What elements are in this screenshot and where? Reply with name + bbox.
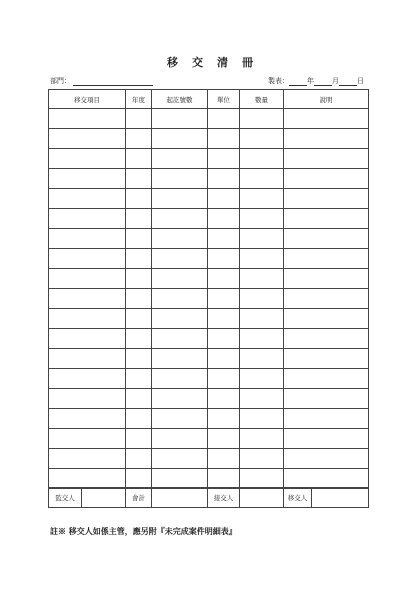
title-char-1: 移 [167, 56, 178, 69]
transferor-label: 移交人 [284, 488, 312, 508]
department-blank [73, 78, 153, 86]
table-cell[interactable] [284, 369, 369, 389]
table-cell[interactable] [284, 229, 369, 249]
table-cell[interactable] [240, 309, 284, 329]
accountant-signature-cell[interactable] [152, 488, 208, 508]
title-char-3: 清 [217, 56, 228, 69]
table-cell[interactable] [152, 109, 208, 129]
table-cell[interactable] [126, 309, 152, 329]
table-cell[interactable] [240, 109, 284, 129]
table-cell[interactable] [240, 329, 284, 349]
column-header-item: 移交項目 [49, 90, 126, 109]
table-body [49, 109, 369, 489]
table-cell[interactable] [126, 369, 152, 389]
table-cell[interactable] [208, 209, 240, 229]
table-cell[interactable] [208, 369, 240, 389]
table-row [49, 309, 369, 329]
column-header-unit: 單位 [208, 90, 240, 109]
department-label: 部門： [50, 77, 71, 85]
table-cell[interactable] [49, 209, 126, 229]
table-cell[interactable] [49, 249, 126, 269]
table-cell[interactable] [240, 249, 284, 269]
accountant-label: 會計 [126, 488, 152, 508]
table-row [49, 109, 369, 129]
table-cell[interactable] [49, 389, 126, 409]
table-cell[interactable] [152, 429, 208, 449]
title-char-2: 交 [192, 56, 203, 69]
table-cell[interactable] [208, 449, 240, 469]
table-cell[interactable] [284, 249, 369, 269]
day-blank [339, 78, 357, 86]
year-blank [289, 78, 307, 86]
table-cell[interactable] [284, 389, 369, 409]
table-cell[interactable] [284, 469, 369, 489]
table-cell[interactable] [49, 349, 126, 369]
table-row [49, 429, 369, 449]
table-row [49, 249, 369, 269]
table-row [49, 449, 369, 469]
table-cell[interactable] [208, 269, 240, 289]
table-cell[interactable] [152, 369, 208, 389]
table-cell[interactable] [126, 209, 152, 229]
table-cell[interactable] [152, 249, 208, 269]
table-cell[interactable] [208, 289, 240, 309]
table-cell[interactable] [49, 369, 126, 389]
table-cell[interactable] [284, 309, 369, 329]
table-cell[interactable] [49, 329, 126, 349]
table-row [49, 229, 369, 249]
date-day: 日 [357, 77, 364, 85]
table-cell[interactable] [126, 409, 152, 429]
table-cell[interactable] [284, 329, 369, 349]
table-cell[interactable] [152, 269, 208, 289]
table-cell[interactable] [152, 309, 208, 329]
table-cell[interactable] [49, 129, 126, 149]
table-cell[interactable] [208, 349, 240, 369]
month-blank [314, 78, 332, 86]
table-cell[interactable] [208, 149, 240, 169]
table-cell[interactable] [49, 229, 126, 249]
table-cell[interactable] [126, 229, 152, 249]
table-header-row [49, 90, 369, 109]
table-cell[interactable] [152, 229, 208, 249]
table-cell[interactable] [126, 129, 152, 149]
table-cell[interactable] [240, 429, 284, 449]
supervisor-signature-cell[interactable] [82, 488, 126, 508]
table-cell[interactable] [208, 129, 240, 149]
receiver-label: 接交人 [208, 488, 240, 508]
table-cell[interactable] [208, 229, 240, 249]
document-title [0, 54, 420, 70]
table-cell[interactable] [126, 149, 152, 169]
table-row [49, 189, 369, 209]
table-cell[interactable] [152, 449, 208, 469]
table-cell[interactable] [126, 449, 152, 469]
date-label: 製表： [268, 77, 289, 85]
table-cell[interactable] [240, 449, 284, 469]
table-cell[interactable] [126, 469, 152, 489]
table-cell[interactable] [49, 469, 126, 489]
table-cell[interactable] [240, 469, 284, 489]
table-cell[interactable] [126, 289, 152, 309]
column-header-remarks: 說明 [284, 90, 369, 109]
table-cell[interactable] [208, 329, 240, 349]
table-cell[interactable] [49, 189, 126, 209]
table-row [49, 469, 369, 489]
table-cell[interactable] [152, 129, 208, 149]
table-cell[interactable] [240, 229, 284, 249]
table-cell[interactable] [240, 129, 284, 149]
table-cell[interactable] [208, 249, 240, 269]
table-cell[interactable] [208, 309, 240, 329]
table-cell[interactable] [240, 369, 284, 389]
table-row [49, 269, 369, 289]
table-cell[interactable] [152, 169, 208, 189]
table-cell[interactable] [284, 449, 369, 469]
table-cell[interactable] [49, 289, 126, 309]
table-row [49, 209, 369, 229]
table-cell[interactable] [49, 429, 126, 449]
table-cell[interactable] [152, 409, 208, 429]
table-cell[interactable] [208, 469, 240, 489]
table-cell[interactable] [284, 349, 369, 369]
table-cell[interactable] [152, 349, 208, 369]
table-cell[interactable] [284, 149, 369, 169]
supervisor-label: 監交人 [49, 488, 82, 508]
table-cell[interactable] [152, 389, 208, 409]
handover-table [48, 89, 369, 489]
table-cell[interactable] [126, 389, 152, 409]
table-cell[interactable] [126, 169, 152, 189]
table-cell[interactable] [284, 189, 369, 209]
date-year: 年 [307, 77, 314, 85]
table-cell[interactable] [240, 189, 284, 209]
table-cell[interactable] [49, 109, 126, 129]
table-cell[interactable] [152, 469, 208, 489]
table-cell[interactable] [208, 189, 240, 209]
table-cell[interactable] [284, 289, 369, 309]
table-cell[interactable] [284, 209, 369, 229]
column-header-number-range: 起訖號數 [152, 90, 208, 109]
receiver-signature-cell[interactable] [240, 488, 284, 508]
table-row [49, 369, 369, 389]
table-cell[interactable] [49, 449, 126, 469]
table-row [49, 349, 369, 369]
table-cell[interactable] [240, 169, 284, 189]
table-cell[interactable] [49, 309, 126, 329]
table-cell[interactable] [240, 349, 284, 369]
table-cell[interactable] [152, 189, 208, 209]
table-cell[interactable] [284, 169, 369, 189]
table-cell[interactable] [152, 209, 208, 229]
column-header-year: 年度 [126, 90, 152, 109]
table-cell[interactable] [152, 289, 208, 309]
table-cell[interactable] [126, 329, 152, 349]
table-cell[interactable] [208, 409, 240, 429]
table-cell[interactable] [208, 429, 240, 449]
date-month: 月 [332, 77, 339, 85]
table-cell[interactable] [240, 389, 284, 409]
table-row [49, 409, 369, 429]
table-row [49, 289, 369, 309]
table-cell[interactable] [240, 269, 284, 289]
table-cell[interactable] [152, 149, 208, 169]
table-cell[interactable] [240, 289, 284, 309]
table-cell[interactable] [126, 269, 152, 289]
signature-row [48, 487, 369, 508]
title-char-4: 冊 [242, 56, 253, 69]
date-field [268, 76, 364, 86]
table-cell[interactable] [284, 409, 369, 429]
department-field [50, 76, 153, 86]
table-cell[interactable] [284, 269, 369, 289]
table-cell[interactable] [126, 429, 152, 449]
table-cell[interactable] [152, 329, 208, 349]
table-cell[interactable] [49, 149, 126, 169]
table-cell[interactable] [240, 209, 284, 229]
footnote: 註※ 移交人如係主管，應另附『未完成案件明細表』 [50, 526, 237, 536]
table-cell[interactable] [126, 249, 152, 269]
table-row [49, 129, 369, 149]
table-cell[interactable] [208, 169, 240, 189]
table-cell[interactable] [284, 429, 369, 449]
table-cell[interactable] [284, 109, 369, 129]
table-row [49, 329, 369, 349]
column-header-quantity: 數量 [240, 90, 284, 109]
table-cell[interactable] [49, 269, 126, 289]
table-cell[interactable] [208, 109, 240, 129]
table-row [49, 149, 369, 169]
table-cell[interactable] [49, 409, 126, 429]
table-cell[interactable] [240, 409, 284, 429]
table-cell[interactable] [240, 149, 284, 169]
table-cell[interactable] [126, 109, 152, 129]
transferor-signature-cell[interactable] [312, 488, 369, 508]
table-cell[interactable] [49, 169, 126, 189]
table-cell[interactable] [126, 349, 152, 369]
table-cell[interactable] [284, 129, 369, 149]
table-row [49, 389, 369, 409]
table-row [49, 169, 369, 189]
table-cell[interactable] [208, 389, 240, 409]
table-cell[interactable] [126, 189, 152, 209]
